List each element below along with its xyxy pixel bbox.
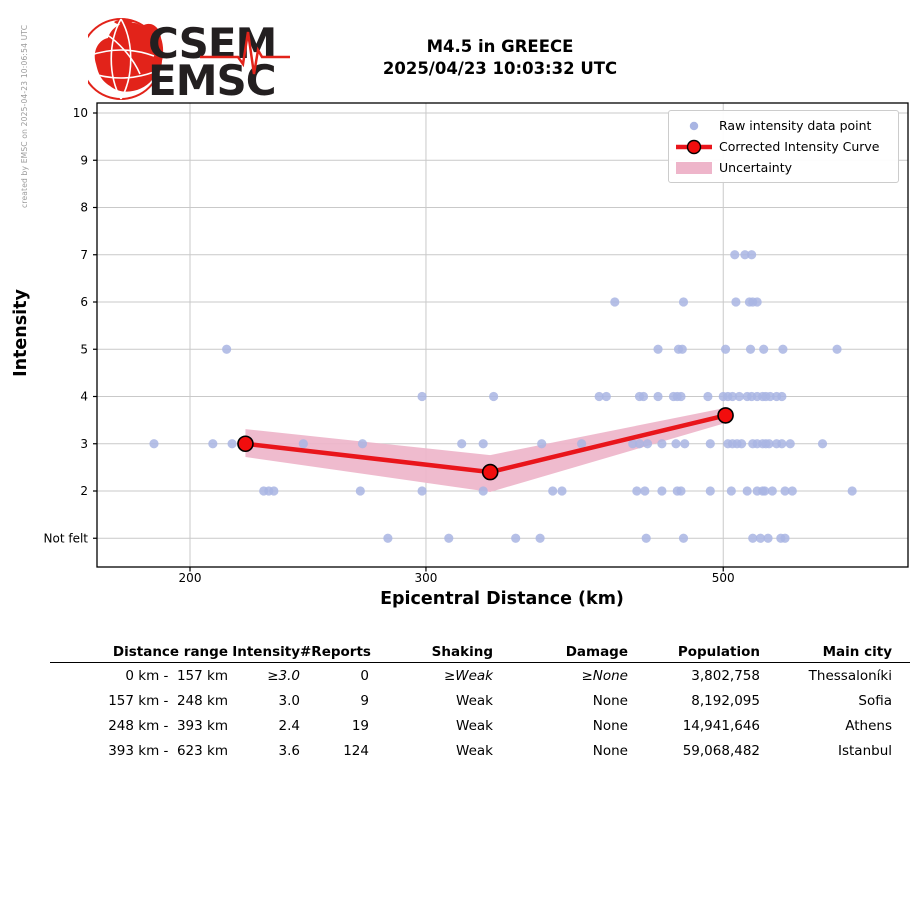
raw-intensity-point — [208, 439, 217, 448]
raw-intensity-point — [657, 439, 666, 448]
legend-item-raw — [669, 115, 898, 136]
raw-intensity-point — [643, 439, 652, 448]
y-tick-label: 3 — [80, 436, 88, 451]
raw-intensity-point — [777, 392, 786, 401]
raw-intensity-point — [653, 392, 662, 401]
corrected-curve-marker — [718, 408, 733, 423]
table-cell: 3,802,758 — [691, 667, 760, 684]
raw-intensity-point — [149, 439, 158, 448]
raw-intensity-point — [786, 439, 795, 448]
raw-intensity-point — [548, 486, 557, 495]
table-cell: Weak — [456, 692, 493, 709]
raw-intensity-point — [489, 392, 498, 401]
raw-intensity-point — [735, 392, 744, 401]
raw-intensity-point — [635, 439, 644, 448]
raw-intensity-point — [778, 345, 787, 354]
table-cell: Thessaloníki — [808, 667, 892, 684]
raw-intensity-point — [356, 486, 365, 495]
legend-label-curve: Corrected Intensity Curve — [719, 139, 880, 154]
table-cell: 157 km - 248 km — [108, 692, 228, 709]
table-cell: 2.4 — [278, 717, 300, 734]
uncertainty-swatch-icon — [669, 161, 719, 175]
y-tick-label: 2 — [80, 484, 88, 498]
table-cell: None — [592, 717, 628, 734]
table-header-cell: Shaking — [369, 641, 493, 663]
table-cell: ≥3.0 — [267, 667, 300, 684]
raw-intensity-point — [763, 534, 772, 543]
raw-intensity-point — [832, 345, 841, 354]
raw-intensity-point — [653, 345, 662, 354]
table-cell: 8,192,095 — [691, 692, 760, 709]
raw-intensity-point — [678, 345, 687, 354]
raw-intensity-point — [731, 297, 740, 306]
table-cell: 0 — [360, 667, 369, 684]
table-cell: Athens — [845, 717, 892, 734]
table-header-cell: Distance range — [50, 641, 228, 663]
table-header-cell: Intensity — [228, 641, 300, 663]
raw-intensity-point — [535, 534, 544, 543]
logo-text-emsc: EMSC — [148, 56, 276, 104]
y-tick-label: Not felt — [43, 531, 88, 546]
title-line-2: 2025/04/23 10:03:32 UTC — [382, 59, 618, 78]
raw-intensity-point — [417, 486, 426, 495]
raw-intensity-point — [746, 345, 755, 354]
table-cell: None — [592, 692, 628, 709]
table-cell: 3.0 — [278, 692, 300, 709]
raw-intensity-point — [479, 439, 488, 448]
y-tick-label: 6 — [80, 295, 88, 309]
raw-intensity-point — [777, 439, 786, 448]
raw-intensity-point — [640, 486, 649, 495]
raw-intensity-point — [743, 486, 752, 495]
y-axis-title: Intensity — [11, 289, 31, 377]
raw-intensity-point — [676, 392, 685, 401]
table-header-cell: Damage — [493, 641, 628, 663]
raw-intensity-point — [680, 439, 689, 448]
raw-intensity-point — [537, 439, 546, 448]
raw-intensity-point — [222, 345, 231, 354]
raw-intensity-point — [457, 439, 466, 448]
table-cell: 393 km - 623 km — [108, 742, 228, 759]
table-cell: Istanbul — [837, 742, 892, 759]
raw-intensity-point — [737, 439, 746, 448]
y-tick-label: 8 — [80, 200, 88, 215]
x-tick-label: 300 — [414, 571, 438, 585]
table-cell: 9 — [360, 692, 369, 709]
title-line-1: M4.5 in GREECE — [426, 37, 574, 56]
raw-intensity-point — [610, 297, 619, 306]
legend-label-raw: Raw intensity data point — [719, 118, 872, 133]
table-cell: 59,068,482 — [682, 742, 760, 759]
raw-intensity-point — [657, 486, 666, 495]
table-cell: 3.6 — [278, 742, 300, 759]
x-tick-label: 500 — [711, 571, 735, 585]
y-tick-label: 7 — [80, 247, 88, 262]
table-cell: 14,941,646 — [682, 717, 760, 734]
raw-intensity-point — [479, 486, 488, 495]
corrected-curve-marker — [238, 436, 253, 451]
legend-item-curve — [669, 136, 898, 157]
table-cell: ≥Weak — [443, 667, 493, 684]
table-cell: Weak — [456, 742, 493, 759]
table-row — [50, 713, 910, 738]
x-tick-label: 200 — [178, 571, 202, 585]
table-cell: None — [592, 742, 628, 759]
raw-intensity-point — [642, 534, 651, 543]
raw-intensity-point — [768, 486, 777, 495]
raw-intensity-point — [639, 392, 648, 401]
raw-intensity-point — [632, 486, 641, 495]
raw-intensity-point — [679, 297, 688, 306]
raw-intensity-point — [679, 534, 688, 543]
raw-intensity-point — [671, 439, 680, 448]
raw-point-swatch-icon — [669, 119, 719, 133]
raw-intensity-point — [721, 345, 730, 354]
raw-intensity-point — [444, 534, 453, 543]
table-row — [50, 738, 910, 763]
logo-text-csem: CSEM — [148, 19, 277, 68]
legend-item-uncertainty — [669, 157, 898, 178]
created-by-text: created by EMSC on 2025-04-23 10:06:54 UTC — [20, 24, 29, 208]
table-cell: 124 — [343, 742, 369, 759]
curve-swatch-icon — [669, 138, 719, 156]
table-row — [50, 663, 910, 689]
raw-intensity-point — [759, 345, 768, 354]
raw-intensity-point — [676, 486, 685, 495]
corrected-curve-marker — [483, 465, 498, 480]
raw-intensity-point — [730, 250, 739, 259]
table-header-row — [50, 641, 910, 663]
raw-intensity-point — [358, 439, 367, 448]
table-header-cell: #Reports — [300, 641, 369, 663]
table-header-cell: Population — [628, 641, 760, 663]
legend — [668, 110, 899, 183]
raw-intensity-point — [417, 392, 426, 401]
raw-intensity-point — [383, 534, 392, 543]
raw-intensity-point — [788, 486, 797, 495]
raw-intensity-point — [227, 439, 236, 448]
raw-intensity-point — [557, 486, 566, 495]
raw-intensity-point — [299, 439, 308, 448]
table-cell: Sofia — [858, 692, 892, 709]
raw-intensity-point — [727, 486, 736, 495]
y-tick-label: 10 — [72, 106, 88, 120]
raw-intensity-point — [706, 486, 715, 495]
raw-intensity-point — [753, 297, 762, 306]
table-cell: 19 — [351, 717, 369, 734]
table-cell: 248 km - 393 km — [108, 717, 228, 734]
legend-label-uncertainty: Uncertainty — [719, 160, 793, 175]
raw-intensity-point — [577, 439, 586, 448]
raw-intensity-point — [511, 534, 520, 543]
y-tick-label: 5 — [80, 342, 88, 357]
intensity-report-table — [50, 641, 910, 763]
raw-intensity-point — [703, 392, 712, 401]
raw-intensity-point — [269, 486, 278, 495]
table-cell: ≥None — [581, 667, 628, 684]
table-header-cell: Main city — [760, 641, 910, 663]
raw-intensity-point — [780, 534, 789, 543]
raw-intensity-point — [747, 250, 756, 259]
y-tick-label: 9 — [80, 153, 88, 168]
raw-intensity-point — [602, 392, 611, 401]
raw-intensity-point — [706, 439, 715, 448]
x-axis-title: Epicentral Distance (km) — [380, 589, 624, 609]
y-tick-label: 4 — [80, 389, 88, 404]
table-cell: 0 km - 157 km — [125, 667, 228, 684]
table-row — [50, 688, 910, 713]
table-cell: Weak — [456, 717, 493, 734]
raw-intensity-point — [818, 439, 827, 448]
raw-intensity-point — [848, 486, 857, 495]
